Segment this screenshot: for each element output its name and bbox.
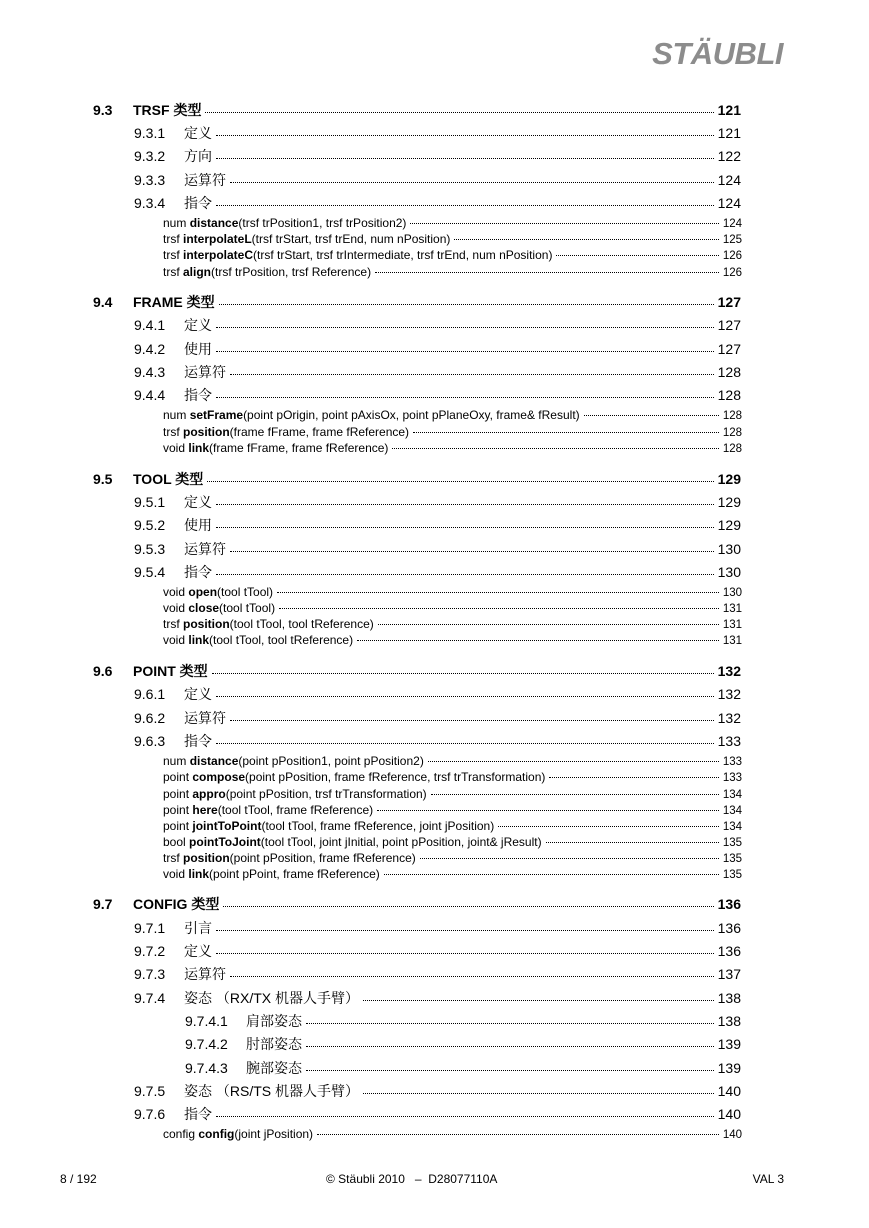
section-number: 9.5.1 — [134, 494, 166, 510]
toc-function-entry[interactable] — [163, 787, 742, 801]
section-title: 定义 — [184, 494, 212, 510]
dot-leader — [230, 181, 714, 183]
page-ref: 139 — [717, 1060, 741, 1076]
section-title: 运算符 — [184, 541, 226, 557]
function-name: distance — [189, 754, 239, 768]
toc-function-entry[interactable] — [163, 441, 742, 455]
section-title: 肘部姿态 — [246, 1036, 302, 1052]
toc-entry[interactable] — [134, 731, 741, 751]
page-ref: 136 — [717, 896, 741, 912]
dot-leader — [216, 326, 714, 328]
dot-leader — [223, 905, 713, 907]
section-number: 9.7.5 — [134, 1083, 166, 1099]
section-title: POINT 类型 — [133, 663, 208, 679]
dot-leader — [549, 776, 718, 778]
page-ref: 130 — [717, 564, 741, 580]
section-number: 9.6.1 — [134, 686, 166, 702]
page-ref: 137 — [717, 966, 741, 982]
section-title: 指令 — [184, 1106, 212, 1122]
return-type: void — [163, 633, 189, 647]
toc-entry[interactable] — [93, 661, 741, 681]
page-ref: 126 — [722, 250, 742, 262]
section-number: 9.4.1 — [134, 317, 166, 333]
return-type: trsf — [163, 265, 183, 279]
dot-leader — [306, 1022, 714, 1024]
function-name: interpolateL — [183, 232, 252, 246]
copyright-notice: © Stäubli 2010 – D28077110A — [326, 1172, 498, 1186]
page-ref: 124 — [717, 195, 741, 211]
page-ref: 132 — [717, 663, 741, 679]
dot-leader — [375, 271, 719, 273]
page-ref: 125 — [722, 234, 742, 246]
section-title: 腕部姿态 — [246, 1060, 302, 1076]
page-ref: 133 — [717, 733, 741, 749]
function-params: (frame fFrame, frame fReference) — [229, 425, 410, 439]
toc-entry[interactable] — [185, 1011, 741, 1031]
dot-leader — [392, 447, 718, 449]
function-name: interpolateC — [183, 248, 254, 262]
page-ref: 131 — [722, 603, 742, 615]
function-name: link — [188, 633, 210, 647]
section-number: 9.7.4.3 — [185, 1060, 228, 1076]
section-title: 运算符 — [184, 966, 226, 982]
function-params: (tool tTool, tool tReference) — [209, 633, 354, 647]
toc-entry[interactable] — [134, 385, 741, 405]
function-params: (point pOrigin, point pAxisOx, point pPlaneOxy, frame& fResult) — [243, 408, 580, 422]
dot-leader — [357, 639, 719, 641]
toc-entry[interactable] — [93, 292, 741, 312]
section-number: 9.6 — [93, 663, 113, 679]
function-name: jointToPoint — [192, 819, 262, 833]
section-number: 9.3.1 — [134, 125, 166, 141]
dot-leader — [306, 1045, 714, 1047]
function-name: link — [188, 441, 210, 455]
dot-leader — [216, 350, 714, 352]
return-type: void — [163, 441, 189, 455]
page-ref: 124 — [722, 218, 742, 230]
toc-entry[interactable] — [134, 315, 741, 335]
return-type: point — [163, 787, 193, 801]
section-number: 9.5.3 — [134, 541, 166, 557]
toc-entry[interactable] — [134, 339, 741, 359]
section-title: 运算符 — [184, 364, 226, 380]
dot-leader — [454, 238, 718, 240]
function-name: here — [192, 803, 218, 817]
section-number: 9.5.2 — [134, 517, 166, 533]
section-title: 指令 — [184, 564, 212, 580]
page-ref: 132 — [717, 686, 741, 702]
page-ref: 135 — [722, 853, 742, 865]
function-params: (point pPosition, frame fReference) — [229, 851, 416, 865]
dot-leader — [216, 396, 714, 398]
toc-function-entry[interactable] — [163, 754, 742, 768]
toc-entry[interactable] — [93, 894, 741, 914]
dot-leader — [428, 760, 719, 762]
function-name: open — [188, 585, 218, 599]
toc-function-entry[interactable] — [163, 819, 742, 833]
function-params: (frame fFrame, frame fReference) — [209, 441, 389, 455]
toc-function-entry[interactable] — [163, 835, 742, 849]
section-title: 指令 — [184, 195, 212, 211]
page-ref: 128 — [722, 443, 742, 455]
function-name: appro — [192, 787, 226, 801]
toc-function-entry[interactable] — [163, 617, 742, 631]
page-ref: 134 — [722, 821, 742, 833]
function-name: distance — [189, 216, 239, 230]
section-number: 9.7.2 — [134, 943, 166, 959]
section-number: 9.7.4.2 — [185, 1036, 228, 1052]
toc-function-entry[interactable] — [163, 408, 742, 422]
page-ref: 126 — [722, 267, 742, 279]
page-ref: 136 — [717, 920, 741, 936]
page-ref: 130 — [717, 541, 741, 557]
toc-function-entry[interactable] — [163, 216, 742, 230]
section-number: 9.4.4 — [134, 387, 166, 403]
section-number: 9.7.3 — [134, 966, 166, 982]
toc-entry[interactable] — [134, 539, 741, 559]
function-name: setFrame — [189, 408, 244, 422]
section-number: 9.4.2 — [134, 341, 166, 357]
page-ref: 130 — [722, 587, 742, 599]
function-name: position — [183, 617, 230, 631]
toc-function-entry[interactable] — [163, 770, 742, 784]
section-number: 9.3.4 — [134, 195, 166, 211]
return-type: bool — [163, 835, 190, 849]
section-title: 姿态 （RS/TS 机器人手臂） — [184, 1083, 360, 1099]
function-name: compose — [192, 770, 246, 784]
section-title: 引言 — [184, 920, 212, 936]
return-type: void — [163, 867, 189, 881]
dot-leader — [420, 857, 719, 859]
section-title: 指令 — [184, 387, 212, 403]
page-ref: 128 — [717, 387, 741, 403]
page-ref: 139 — [717, 1036, 741, 1052]
dot-leader — [216, 204, 714, 206]
return-type: void — [163, 601, 189, 615]
function-params: (trsf trStart, trsf trIntermediate, trsf trEnd, num nPosition) — [253, 248, 553, 262]
page-ref: 128 — [722, 410, 742, 422]
page-ref: 128 — [717, 364, 741, 380]
dot-leader — [216, 742, 714, 744]
toc-entry[interactable] — [134, 918, 741, 938]
section-title: 方向 — [184, 148, 212, 164]
toc-entry[interactable] — [134, 941, 741, 961]
section-number: 9.4 — [93, 294, 113, 310]
return-type: trsf — [163, 232, 183, 246]
toc-function-entry[interactable] — [163, 585, 742, 599]
dot-leader — [216, 526, 714, 528]
dot-leader — [363, 1092, 714, 1094]
dot-leader — [216, 503, 714, 505]
section-title: 运算符 — [184, 172, 226, 188]
section-number: 9.4.3 — [134, 364, 166, 380]
dot-leader — [216, 929, 714, 931]
dot-leader — [377, 809, 719, 811]
toc-function-entry[interactable] — [163, 425, 742, 439]
toc-entry[interactable] — [134, 964, 741, 984]
function-name: align — [183, 265, 212, 279]
toc-entry[interactable] — [134, 562, 741, 582]
page-ref: 140 — [717, 1106, 741, 1122]
dot-leader — [230, 550, 714, 552]
section-number: 9.7.4 — [134, 990, 166, 1006]
dot-leader — [546, 841, 719, 843]
page-ref: 134 — [722, 789, 742, 801]
dot-leader — [216, 695, 714, 697]
toc-entry[interactable] — [134, 492, 741, 512]
return-type: trsf — [163, 851, 183, 865]
dot-leader — [216, 1115, 714, 1117]
page-ref: 124 — [717, 172, 741, 188]
function-params: (trsf trStart, trsf trEnd, num nPosition) — [251, 232, 451, 246]
dot-leader — [212, 672, 714, 674]
dot-leader — [363, 999, 714, 1001]
page-ref: 134 — [722, 805, 742, 817]
page-ref: 128 — [722, 427, 742, 439]
page-ref: 138 — [717, 990, 741, 1006]
dot-leader — [498, 825, 719, 827]
function-params: (point pPosition, trsf trTransformation) — [225, 787, 427, 801]
page-ref: 129 — [717, 517, 741, 533]
dot-leader — [216, 134, 714, 136]
section-number: 9.3.3 — [134, 172, 166, 188]
toc-function-entry[interactable] — [163, 1127, 742, 1141]
page-ref: 135 — [722, 837, 742, 849]
page-ref: 121 — [717, 102, 741, 118]
section-title: 姿态 （RX/TX 机器人手臂） — [184, 990, 360, 1006]
section-title: TOOL 类型 — [133, 471, 204, 487]
dot-leader — [584, 414, 719, 416]
return-type: point — [163, 819, 193, 833]
section-number: 9.7.6 — [134, 1106, 166, 1122]
function-name: close — [188, 601, 220, 615]
function-params: (tool tTool, frame fReference) — [217, 803, 374, 817]
page-ref: 129 — [717, 471, 741, 487]
return-type: num — [163, 216, 190, 230]
function-params: (joint jPosition) — [234, 1127, 314, 1141]
page-ref: 140 — [722, 1129, 742, 1141]
section-title: 使用 — [184, 341, 212, 357]
dot-leader — [230, 719, 714, 721]
page-ref: 127 — [717, 341, 741, 357]
page-ref: 129 — [717, 494, 741, 510]
toc-function-entry[interactable] — [163, 633, 742, 647]
section-number: 9.3 — [93, 102, 113, 118]
toc-function-entry[interactable] — [163, 232, 742, 246]
section-title: 定义 — [184, 686, 212, 702]
section-number: 9.7 — [93, 896, 113, 912]
toc-entry[interactable] — [93, 100, 741, 120]
dot-leader — [216, 157, 714, 159]
section-title: 运算符 — [184, 710, 226, 726]
section-number: 9.3.2 — [134, 148, 166, 164]
dot-leader — [431, 793, 719, 795]
dot-leader — [384, 873, 719, 875]
toc-function-entry[interactable] — [163, 851, 742, 865]
function-params: (trsf trPosition, trsf Reference) — [211, 265, 372, 279]
function-params: (point pPosition1, point pPosition2) — [238, 754, 424, 768]
toc-entry[interactable] — [93, 469, 741, 489]
function-params: (tool tTool, tool tReference) — [229, 617, 374, 631]
section-title: 定义 — [184, 125, 212, 141]
page-ref: 135 — [722, 869, 742, 881]
section-title: 指令 — [184, 733, 212, 749]
dot-leader — [317, 1133, 719, 1135]
page-ref: 121 — [717, 125, 741, 141]
function-params: (point pPosition, frame fReference, trsf trTransformation) — [245, 770, 546, 784]
function-params: (tool tTool) — [217, 585, 274, 599]
section-title: 使用 — [184, 517, 212, 533]
return-type: point — [163, 770, 193, 784]
function-params: (tool tTool, joint jInitial, point pPosition, joint& jResult) — [260, 835, 542, 849]
toc-entry[interactable] — [134, 362, 741, 382]
staubli-logo: STÄUBLI — [652, 36, 783, 71]
page-ref: 127 — [717, 294, 741, 310]
page-number: 8 / 192 — [60, 1172, 97, 1186]
section-number: 9.6.3 — [134, 733, 166, 749]
toc-entry[interactable] — [185, 1058, 741, 1078]
toc-entry[interactable] — [134, 146, 741, 166]
dot-leader — [378, 623, 719, 625]
toc-function-entry[interactable] — [163, 867, 742, 881]
dot-leader — [277, 591, 719, 593]
page-ref: 140 — [717, 1083, 741, 1099]
page-ref: 127 — [717, 317, 741, 333]
toc-entry[interactable] — [134, 684, 741, 704]
function-params: (tool tTool, frame fReference, joint jPosition) — [261, 819, 495, 833]
page-ref: 122 — [717, 148, 741, 164]
toc-entry[interactable] — [134, 515, 741, 535]
section-number: 9.6.2 — [134, 710, 166, 726]
dot-leader — [207, 480, 713, 482]
return-type: trsf — [163, 425, 183, 439]
dot-leader — [230, 373, 714, 375]
section-number: 9.7.1 — [134, 920, 166, 936]
toc-function-entry[interactable] — [163, 265, 742, 279]
dot-leader — [410, 222, 718, 224]
section-number: 9.5 — [93, 471, 113, 487]
dot-leader — [230, 975, 714, 977]
toc-entry[interactable] — [134, 1081, 741, 1101]
toc-entry[interactable] — [134, 708, 741, 728]
page-ref: 131 — [722, 635, 742, 647]
toc-function-entry[interactable] — [163, 601, 742, 615]
return-type: config — [163, 1127, 199, 1141]
dot-leader — [306, 1069, 714, 1071]
section-title: CONFIG 类型 — [133, 896, 220, 912]
toc-entry[interactable] — [134, 1104, 741, 1124]
page-ref: 133 — [722, 756, 742, 768]
dot-leader — [219, 303, 714, 305]
section-number: 9.7.4.1 — [185, 1013, 228, 1029]
toc-entry[interactable] — [134, 123, 741, 143]
dot-leader — [216, 952, 714, 954]
page-ref: 138 — [717, 1013, 741, 1029]
function-name: pointToJoint — [189, 835, 261, 849]
product-name: VAL 3 — [752, 1172, 784, 1186]
section-title: 定义 — [184, 317, 212, 333]
function-params: (point pPoint, frame fReference) — [209, 867, 380, 881]
section-title: 定义 — [184, 943, 212, 959]
dot-leader — [205, 111, 713, 113]
function-name: position — [183, 425, 230, 439]
return-type: num — [163, 408, 190, 422]
toc-entry[interactable] — [185, 1034, 741, 1054]
section-number: 9.5.4 — [134, 564, 166, 580]
toc-entry[interactable] — [134, 193, 741, 213]
toc-function-entry[interactable] — [163, 248, 742, 262]
page-ref: 133 — [722, 772, 742, 784]
toc-entry[interactable] — [134, 170, 741, 190]
section-title: FRAME 类型 — [133, 294, 215, 310]
toc-function-entry[interactable] — [163, 803, 742, 817]
return-type: num — [163, 754, 190, 768]
function-name: position — [183, 851, 230, 865]
dot-leader — [279, 607, 719, 609]
function-params: (trsf trPosition1, trsf trPosition2) — [238, 216, 407, 230]
section-title: 肩部姿态 — [246, 1013, 302, 1029]
function-name: link — [188, 867, 210, 881]
page-ref: 136 — [717, 943, 741, 959]
return-type: void — [163, 585, 189, 599]
function-params: (tool tTool) — [219, 601, 276, 615]
return-type: trsf — [163, 248, 183, 262]
dot-leader — [216, 573, 714, 575]
section-title: TRSF 类型 — [133, 102, 202, 118]
dot-leader — [556, 254, 718, 256]
return-type: point — [163, 803, 193, 817]
dot-leader — [413, 431, 719, 433]
toc-entry[interactable] — [134, 988, 741, 1008]
page-ref: 131 — [722, 619, 742, 631]
page-ref: 132 — [717, 710, 741, 726]
function-name: config — [198, 1127, 235, 1141]
return-type: trsf — [163, 617, 183, 631]
